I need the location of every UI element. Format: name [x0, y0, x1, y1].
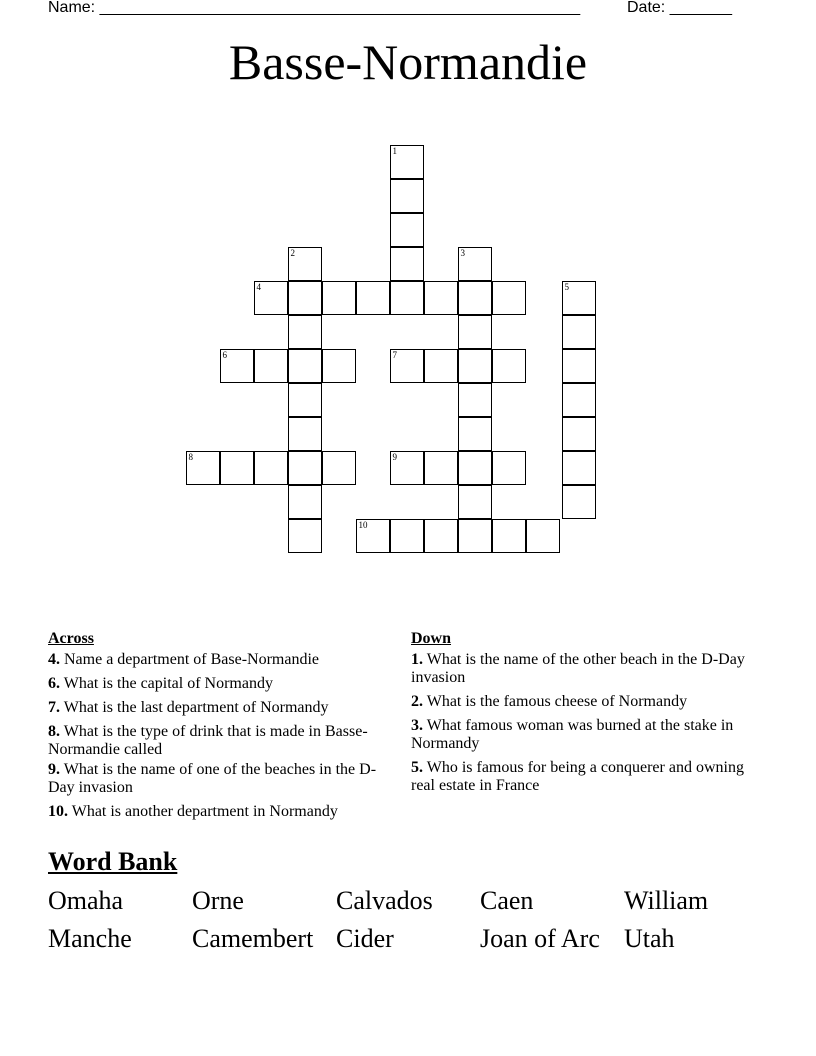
grid-cell[interactable] — [492, 349, 526, 383]
grid-cell[interactable] — [288, 315, 322, 349]
grid-cell[interactable] — [424, 451, 458, 485]
clue-down-3 — [411, 717, 761, 753]
word-bank-title: Word Bank — [48, 847, 178, 876]
clue-text: Who is famous for being a conquerer and owning real estate in France — [411, 759, 744, 794]
grid-cell[interactable] — [390, 179, 424, 213]
cell-number: 8 — [188, 451, 193, 462]
cell-number: 7 — [392, 349, 397, 360]
grid-cell[interactable] — [424, 281, 458, 315]
cell-number: 10 — [358, 519, 368, 530]
grid-cell[interactable] — [390, 281, 424, 315]
clue-across-8 — [48, 723, 394, 759]
page-title: Basse-Normandie — [228, 34, 588, 90]
grid-cell[interactable] — [254, 451, 288, 485]
clue-number: 5. — [411, 759, 423, 776]
grid-cell[interactable] — [458, 349, 492, 383]
grid-cell[interactable] — [458, 519, 492, 553]
clue-text: What is the famous cheese of Normandy — [423, 693, 688, 710]
grid-cell[interactable] — [526, 519, 560, 553]
word-bank-item: Cider — [336, 924, 394, 953]
cell-number: 2 — [290, 247, 295, 258]
word-bank — [48, 882, 768, 958]
grid-cell[interactable] — [390, 349, 424, 383]
down-clues — [411, 630, 761, 801]
grid-cell[interactable] — [254, 349, 288, 383]
clue-text: What famous woman was burned at the stake in Normandy — [411, 717, 734, 752]
across-clues — [48, 630, 394, 827]
grid-cell[interactable] — [288, 281, 322, 315]
word-bank-item: Orne — [192, 886, 244, 915]
grid-cell[interactable] — [492, 281, 526, 315]
grid-cell[interactable] — [458, 417, 492, 451]
grid-cell[interactable] — [356, 519, 390, 553]
clue-text: What is the name of one of the beaches in the D-Day invasion — [48, 761, 377, 796]
grid-cell[interactable] — [562, 451, 596, 485]
across-heading: Across — [48, 630, 94, 647]
grid-cell[interactable] — [424, 349, 458, 383]
grid-cell[interactable] — [220, 451, 254, 485]
grid-cell[interactable] — [458, 281, 492, 315]
cell-number: 6 — [222, 349, 227, 360]
word-bank-item: Omaha — [48, 886, 124, 915]
grid-cell[interactable] — [288, 383, 322, 417]
clue-across-10 — [48, 803, 394, 821]
grid-cell[interactable] — [186, 451, 220, 485]
clue-number: 10. — [48, 803, 68, 820]
grid-cell[interactable] — [390, 451, 424, 485]
grid-cell[interactable] — [322, 281, 356, 315]
cell-number: 5 — [564, 281, 569, 292]
grid-cell[interactable] — [390, 213, 424, 247]
down-heading: Down — [411, 630, 452, 647]
grid-cell[interactable] — [562, 281, 596, 315]
grid-cell[interactable] — [562, 485, 596, 519]
cell-number: 4 — [256, 281, 261, 292]
word-bank-item: William — [624, 886, 709, 915]
grid-cell[interactable] — [562, 417, 596, 451]
grid-cell[interactable] — [288, 519, 322, 553]
clue-text: What is the capital of Normandy — [60, 675, 273, 692]
grid-cell[interactable] — [492, 519, 526, 553]
grid-cell[interactable] — [254, 281, 288, 315]
clue-number: 8. — [48, 723, 60, 740]
grid-cell[interactable] — [562, 315, 596, 349]
clue-number: 1. — [411, 651, 423, 668]
grid-cell[interactable] — [458, 247, 492, 281]
date-line: Date: _______ — [627, 0, 732, 16]
cell-number: 9 — [392, 451, 397, 462]
word-bank-item: Calvados — [336, 886, 433, 915]
clue-text: Name a department of Base-Normandie — [60, 651, 320, 668]
grid-cell[interactable] — [458, 315, 492, 349]
clue-across-4 — [48, 651, 394, 669]
clue-across-9 — [48, 761, 394, 797]
clue-number: 2. — [411, 693, 423, 710]
grid-cell[interactable] — [492, 451, 526, 485]
grid-cell[interactable] — [288, 349, 322, 383]
grid-cell[interactable] — [458, 383, 492, 417]
grid-cell[interactable] — [288, 247, 322, 281]
word-bank-item: Manche — [48, 924, 132, 953]
clue-across-7 — [48, 699, 394, 717]
clue-down-2 — [411, 693, 761, 711]
grid-cell[interactable] — [390, 247, 424, 281]
grid-cell[interactable] — [562, 349, 596, 383]
clue-number: 7. — [48, 699, 60, 716]
word-bank-item: Camembert — [192, 924, 314, 953]
word-bank-item: Caen — [480, 886, 534, 915]
grid-cell[interactable] — [288, 451, 322, 485]
clue-number: 4. — [48, 651, 60, 668]
grid-cell[interactable] — [390, 145, 424, 179]
clue-text: What is the type of drink that is made in Basse-Normandie called — [48, 723, 368, 758]
word-bank-item: Joan of Arc — [480, 924, 600, 953]
grid-cell[interactable] — [288, 417, 322, 451]
grid-cell[interactable] — [356, 281, 390, 315]
cell-number: 3 — [460, 247, 465, 258]
word-bank-item: Utah — [624, 924, 675, 953]
grid-cell[interactable] — [390, 519, 424, 553]
grid-cell[interactable] — [322, 451, 356, 485]
clue-number: 6. — [48, 675, 60, 692]
clue-number: 9. — [48, 761, 60, 778]
clue-across-6 — [48, 675, 394, 693]
grid-cell[interactable] — [220, 349, 254, 383]
cell-number: 1 — [392, 145, 397, 156]
name-line: Name: ______________________________________________________ — [48, 0, 581, 16]
clue-text: What is the last department of Normandy — [60, 699, 329, 716]
clue-text: What is another department in Normandy — [68, 803, 338, 820]
clue-down-1 — [411, 651, 761, 687]
grid-cell[interactable] — [562, 383, 596, 417]
clue-down-5 — [411, 759, 761, 795]
clue-number: 3. — [411, 717, 423, 734]
grid-cell[interactable] — [424, 519, 458, 553]
grid-cell[interactable] — [458, 451, 492, 485]
clue-text: What is the name of the other beach in the D-Day invasion — [411, 651, 745, 686]
grid-cell[interactable] — [322, 349, 356, 383]
grid-cell[interactable] — [288, 485, 322, 519]
grid-cell[interactable] — [458, 485, 492, 519]
